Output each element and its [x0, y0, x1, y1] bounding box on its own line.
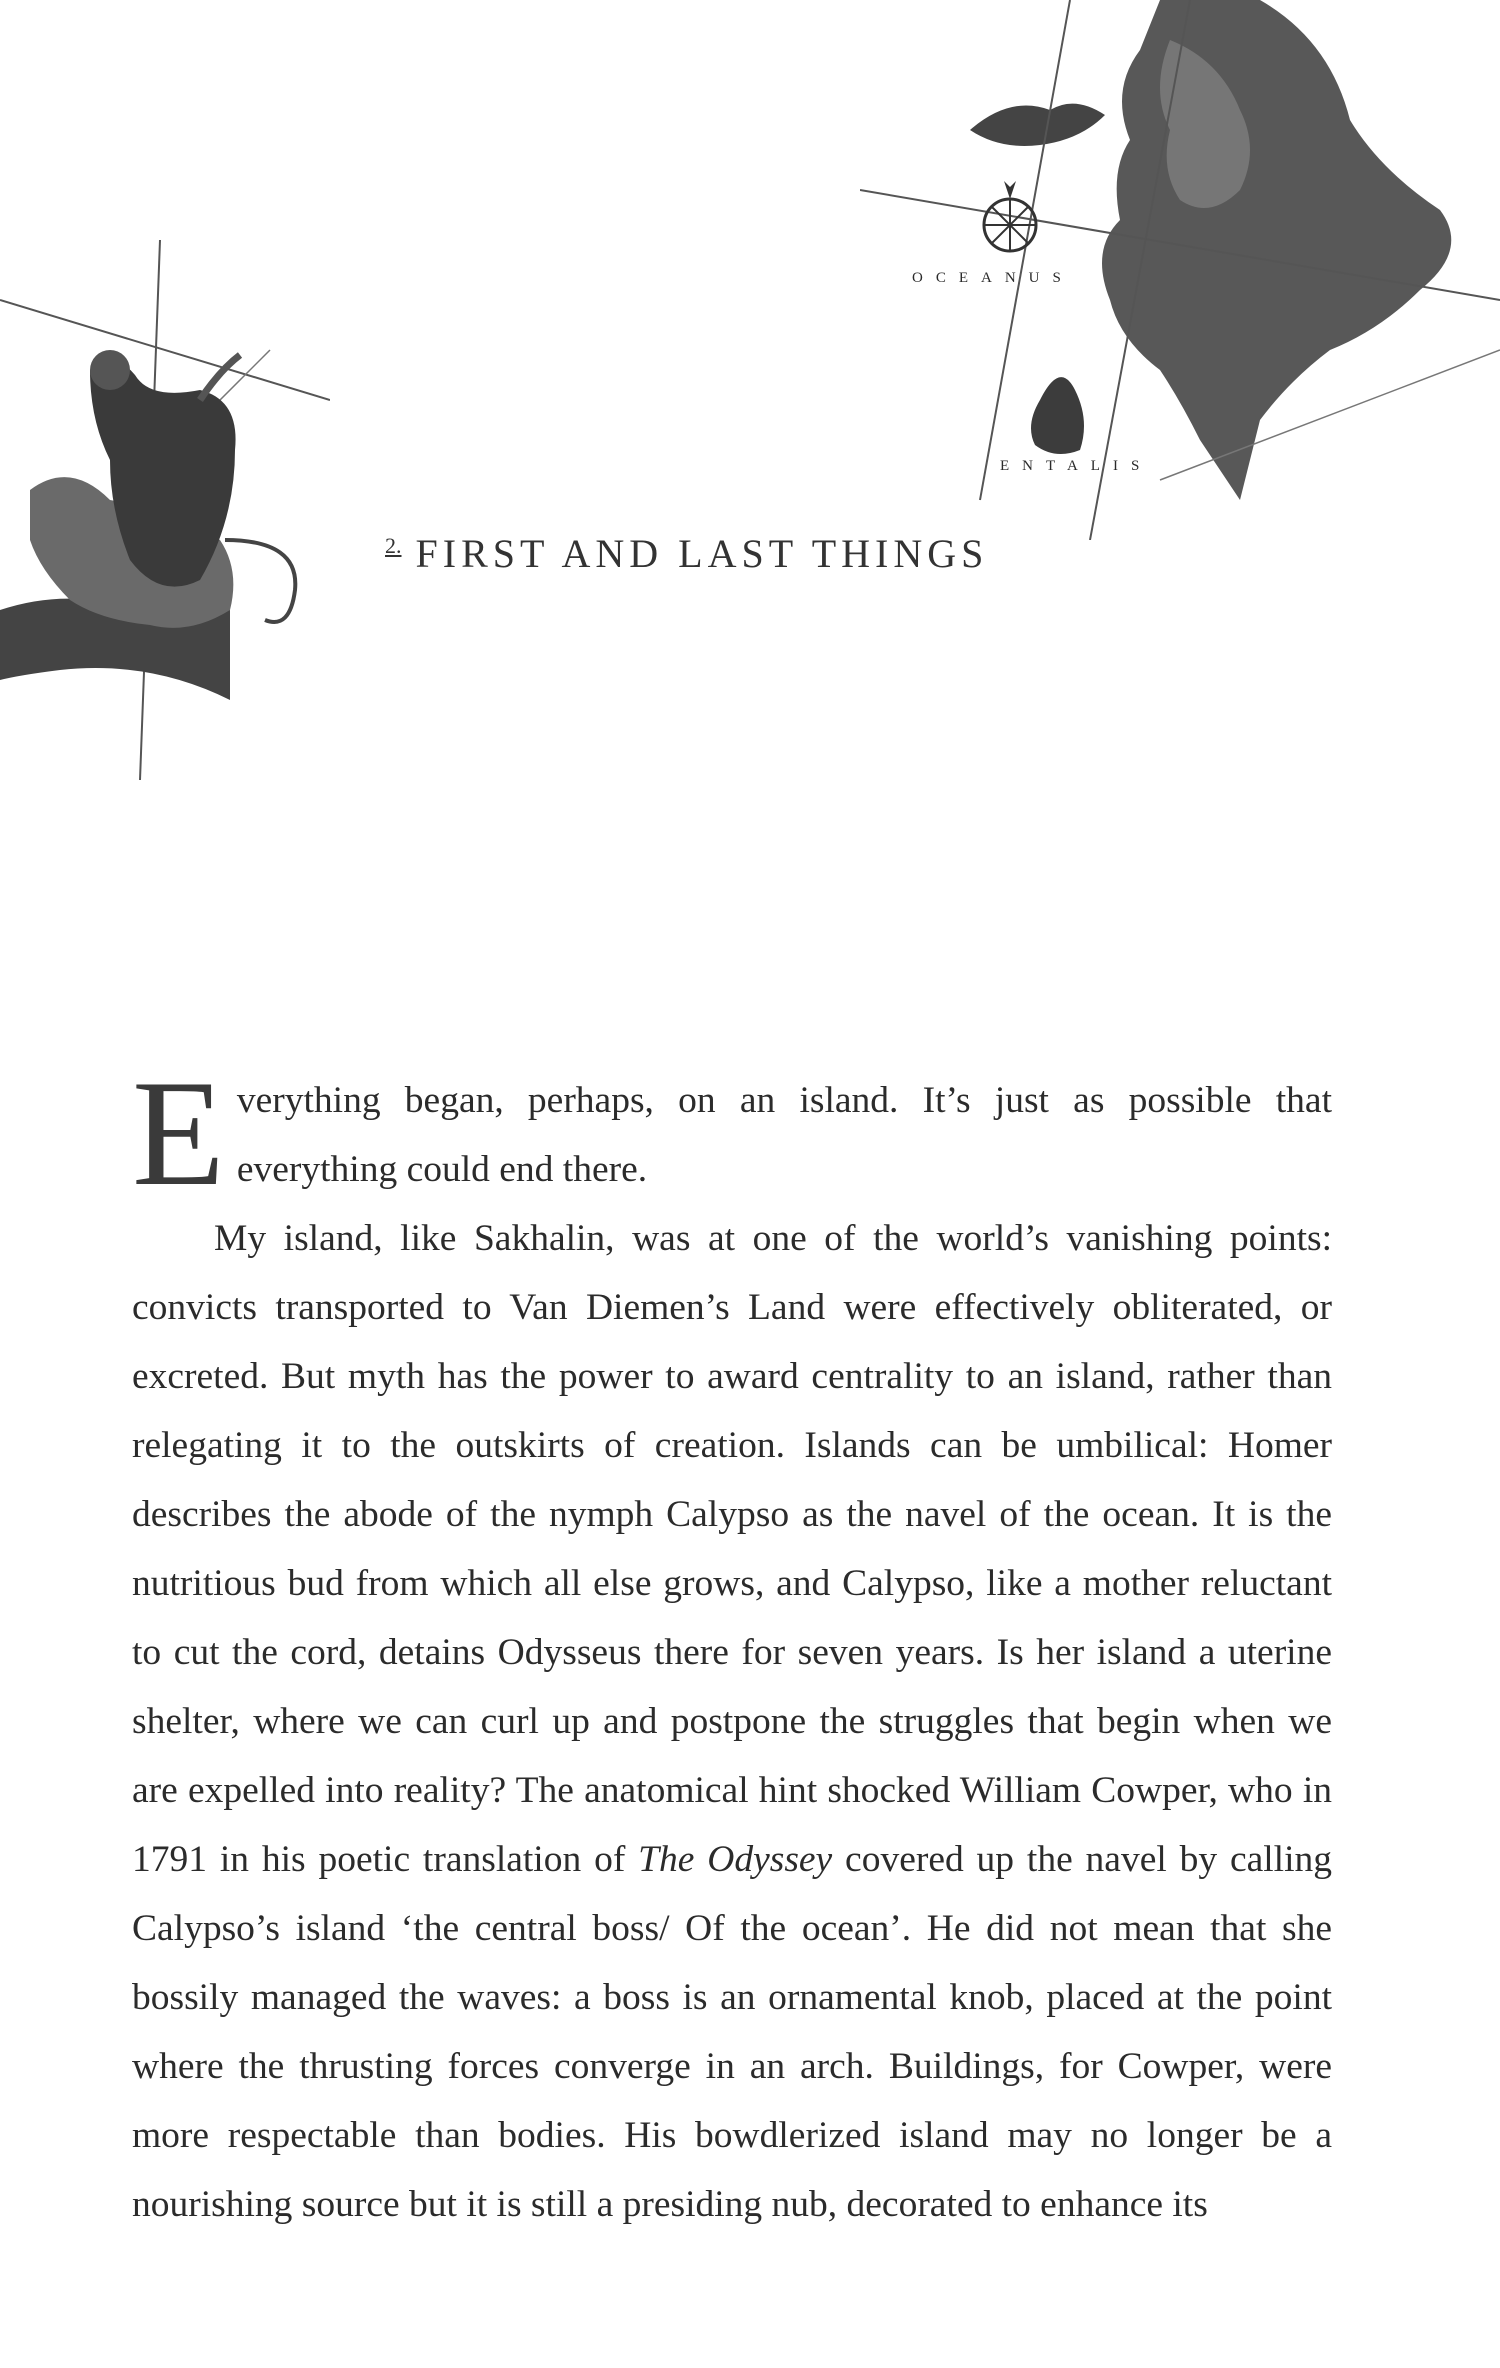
chapter-heading: [385, 530, 988, 577]
chapter-title: FIRST AND LAST THINGS: [415, 531, 989, 576]
body-text: [132, 1049, 1332, 2239]
map-sea-creature: [970, 104, 1105, 146]
paragraph-2-text-b: covered up the navel by calling Calypso’s island ‘the central boss/ Of the ocean’. He did not mean that she bossily managed the waves: a boss is an ornamental knob, placed at the point where the thrusting forces converge in an arch. Buildings, for Cowper, were more respectable than bodies. His bowdlerized island may no longer be a nourishing source but it is still a presiding nub, decorated to enhance its: [132, 1839, 1332, 2225]
drop-cap: E: [132, 1049, 225, 1217]
bull-tail: [225, 540, 295, 622]
paragraph-2: [132, 1204, 1332, 2239]
book-title-odyssey: The Odyssey: [638, 1839, 833, 1880]
paragraph-1-text: verything began, perhaps, on an island. It’s just as possible that everything could end there.: [236, 1080, 1332, 1190]
map-illustration-left: [0, 240, 330, 780]
map-gridline: [0, 300, 330, 400]
map-coastline: [1102, 0, 1451, 500]
paragraph-1: [132, 1049, 1332, 1217]
map-label-entalis: ENTALIS: [1000, 458, 1153, 474]
paragraph-2-text-a: My island, like Sakhalin, was at one of the world’s vanishing points: convicts transported to Van Diemen’s Land were effectively obliterated, or excreted. But myth has the power to award centrality to an island, rather than relegating it to the outskirts of creation. Islands can be umbilical: Homer describes the abode of the nymph Calypso as the navel of the ocean. It is the nutritious bud from which all else grows, and Calypso, like a mother reluctant to cut the cord, detains Odysseus there for seven years. Is her island a uterine shelter, where we can curl up and postpone the struggles that begin when we are expelled into reality? The anatomical hint shocked William Cowper, who in 1791 in his poetic translation of: [132, 1218, 1332, 1880]
map-island-small: [1031, 377, 1084, 454]
europa-head: [90, 350, 130, 390]
map-label-oceanus: OCEANUS: [912, 270, 1074, 286]
compass-rose-icon: [984, 181, 1036, 251]
chapter-number: 2.: [385, 533, 402, 558]
